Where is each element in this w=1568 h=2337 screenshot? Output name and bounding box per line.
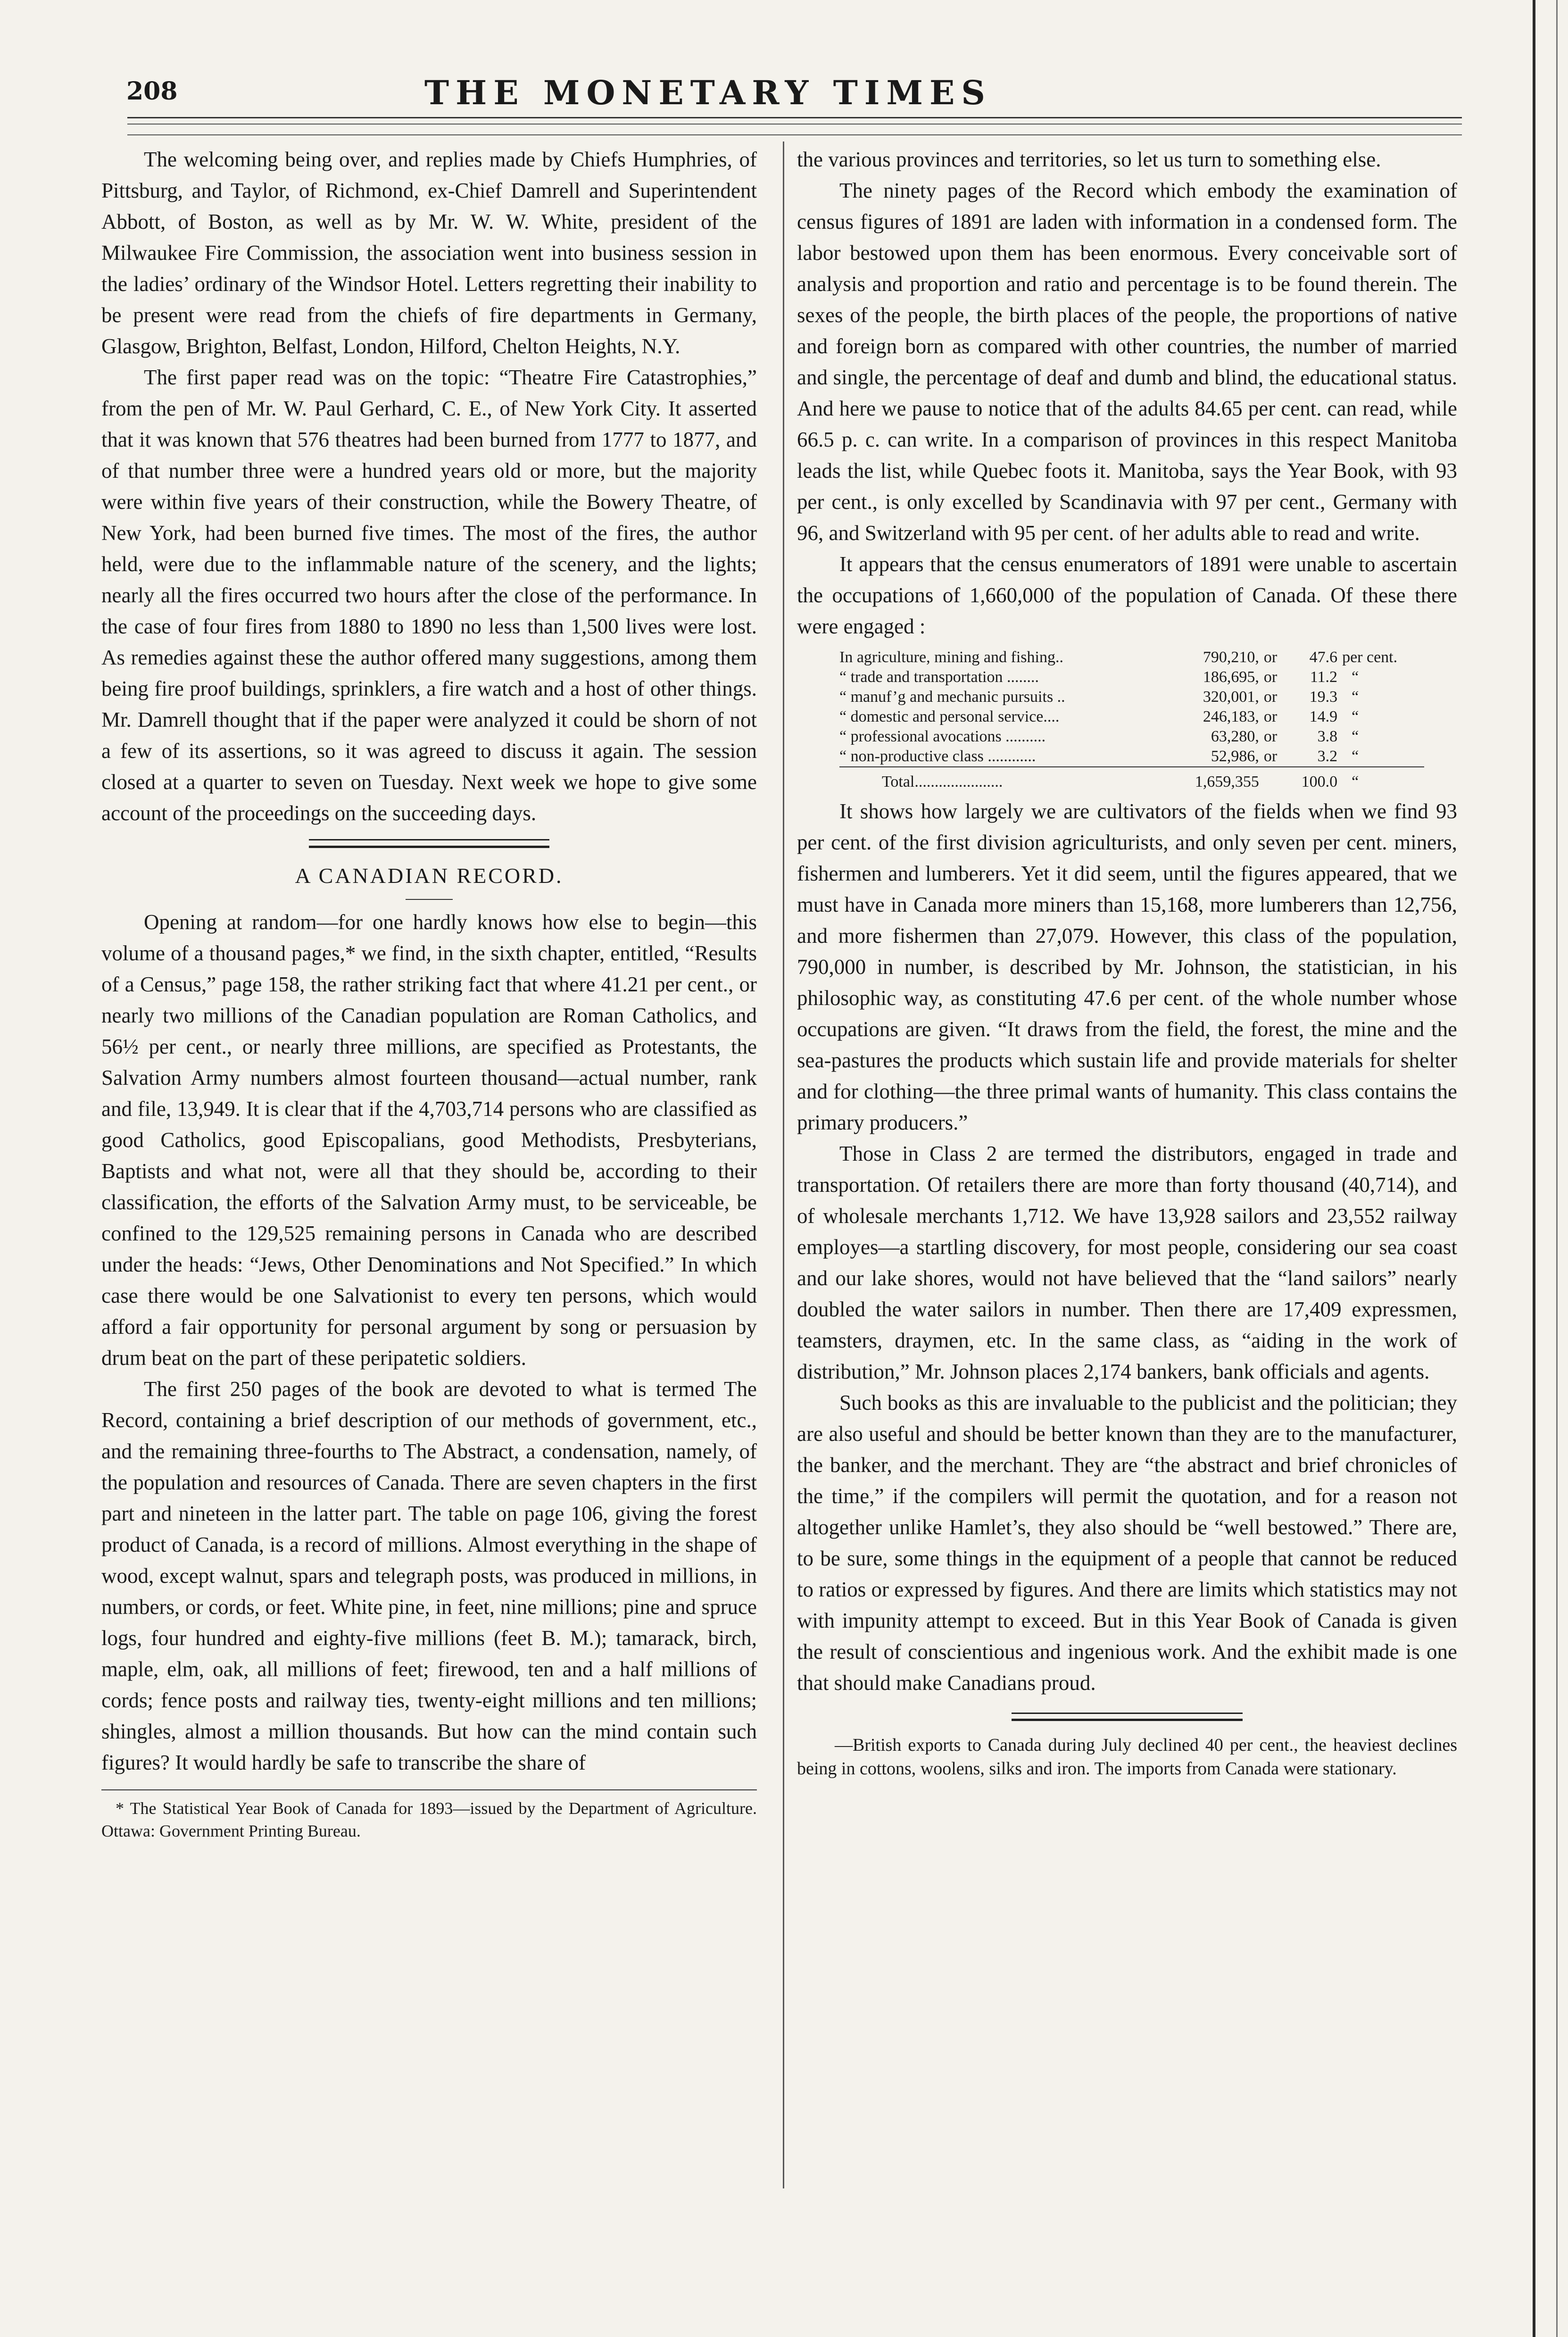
table-cell-percent: 14.9 [1309, 708, 1338, 725]
paragraph: The first paper read was on the topic: “Theatre Fire Catastrophies,” from the pen of Mr. W. Paul Gerhard, C. E., of New York City. It asserted that it was known that 576 theatres had been burned from 1777 to 1877, and of that number three were a hundred years old or more, but the majority were within five years of their construction, while the Bowery Theatre, of New York, had been burned five times. The most of the fires, the author held, were due to the inflammable nature of the scenery, and the lights; nearly all the fires occurred two hours after the close of the performance. In the case of four fires from 1880 to 1890 no less than 1,500 lives were lost. As remedies against these the author offered many suggestions, among them being fire proof buildings, sprinklers, a fire watch and a host of other things. Mr. Damrell thought that if the paper were analyzed it could be shorn of not a few of its assertions, so it was agreed to discuss it again. The session closed at a quarter to seven on Tuesday. Next week we hope to give some account of the proceedings on the succeeding days. [101, 366, 757, 825]
masthead-title: THE MONETARY TIMES [424, 73, 992, 112]
table-cell-label: “ non-productive class ............ [839, 748, 1036, 765]
table-row [839, 648, 1424, 667]
table-cell-number: 320,001, [1203, 688, 1259, 706]
table-cell-label: In agriculture, mining and fishing.. [839, 649, 1063, 666]
table-cell-unit: “ [1352, 728, 1359, 745]
section-rule [309, 839, 549, 848]
table-cell-or: or [1263, 688, 1278, 706]
section-end-rule [1012, 1713, 1243, 1721]
table-row [839, 747, 1424, 767]
table-cell-percent: 19.3 [1309, 688, 1338, 706]
table-cell-label: “ professional avocations .......... [839, 728, 1046, 745]
left-column [101, 144, 757, 1842]
table-cell-number: 790,210, [1203, 649, 1259, 666]
table-cell-percent: 3.2 [1317, 748, 1338, 765]
table-total-number: 1,659,355 [1195, 773, 1259, 790]
footnote-rule [101, 1789, 757, 1790]
table-cell-or: or [1263, 668, 1278, 686]
table-cell-label: “ domestic and personal service.... [839, 708, 1060, 725]
heading-rule [406, 899, 453, 900]
table-cell-percent: 47.6 [1309, 649, 1338, 666]
paragraph: Those in Class 2 are termed the distributors, engaged in trade and transportation. Of retailers there are more than forty thousand (40,714), and of wholesale merchants 1,712. We have 13,928 sailors and 23,552 railway employes—a startling discovery, for most people, considering our sea coast and our lake shores, would not have believed that the “land sailors” nearly doubled the water sailors in number. Then there are 17,409 expressmen, teamsters, draymen, etc. In the same class, as “aiding in the work of distribution,” Mr. Johnson places 2,174 bankers, bank officials and agents. [797, 1142, 1457, 1383]
table-cell-label: “ manuf’g and mechanic pursuits .. [839, 688, 1065, 706]
table-cell-number: 246,183, [1203, 708, 1259, 725]
table-cell-unit: per cent. [1342, 649, 1398, 666]
header-rule-dotted [127, 134, 1462, 135]
table-cell-or: or [1263, 728, 1278, 745]
footnote: * The Statistical Year Book of Canada for 1893—issued by the Department of Agriculture. Ottawa: Government Printing Bureau. [101, 1799, 757, 1840]
table-cell-unit: “ [1352, 748, 1359, 765]
paragraph: The welcoming being over, and replies made by Chiefs Humphries, of Pittsburg, and Taylor, of Richmond, ex-Chief Damrell and Superintendent Abbott, of Boston, as well as by Mr. W. W. White, president of the Milwaukee Fire Commission, the association went into business session in the ladies’ ordinary of the Windsor Hotel. Letters regretting their inability to be present were read from the chiefs of fire departments in Germany, Glasgow, Brighton, Belfast, London, Hilford, Chelton Heights, N.Y. [101, 148, 757, 358]
header-rule-bottom [127, 124, 1462, 125]
table-total-label: Total...................... [882, 773, 1003, 790]
table-cell-number: 186,695, [1203, 668, 1259, 686]
page-number: 208 [126, 77, 178, 106]
table-cell-label: “ trade and transportation ........ [839, 668, 1039, 686]
table-cell-or: or [1263, 649, 1278, 666]
paragraph: Opening at random—for one hardly knows how else to begin—this volume of a thousand pages,* we find, in the sixth chapter, entitled, “Results of a Census,” page 158, the rather striking fact that where 41.21 per cent., or nearly two millions of the Canadian population are Roman Catholics, and 56½ per cent., or nearly three millions, are specified as Protestants, the Salvation Army numbers almost fourteen thousand—actual number, rank and file, 13,949. It is clear that if the 4,703,714 persons who are classified as good Catholics, good Episcopalians, good Methodists, Presbyterians, Baptists and what not, were all that they should be, according to their classification, the efforts of the Salvation Army must, to be serviceable, be confined to the 129,525 remaining persons in Canada who are described under the heads: “Jews, Other Denominations and Not Specified.” In which case there would be one Salvationist to every ten persons, which would afford a fair opportunity for personal argument by song or persuasion by drum beat on the part of these peripatetic soldiers. [101, 910, 757, 1370]
paragraph: Such books as this are invaluable to the publicist and the politician; they are also useful and should be better known than they are to the manufacturer, the banker, and the merchant. They are “the abstract and brief chronicles of the time,” if the compilers will permit the quotation, and for a reason not altogether unlike Hamlet’s, they also should be “well bestowed.” There are, to be sure, some things in the equipment of a people that cannot be reduced to ratios or expressed by figures. And there are limits which statistics may not with impunity attempt to exceed. But in this Year Book of Canada is given the result of conscientious and ingenious work. And the exhibit made is one that should make Canadians proud. [797, 1391, 1457, 1695]
table-row [839, 707, 1424, 727]
column-divider [783, 141, 784, 2188]
table-cell-percent: 11.2 [1310, 668, 1338, 686]
header-rule-top [127, 117, 1462, 118]
paragraph: the various provinces and territories, so let us turn to something else. [797, 148, 1381, 171]
table-cell-unit: “ [1352, 668, 1359, 686]
table-cell-unit: “ [1352, 688, 1359, 706]
article-heading: A CANADIAN RECORD. [295, 864, 564, 888]
table-cell-number: 63,280, [1211, 728, 1259, 745]
occupation-table [839, 648, 1424, 792]
table-row [839, 727, 1424, 747]
paragraph: It shows how largely we are cultivators of the fields when we find 93 per cent. of the first division agriculturists, and only seven per cent. miners, fishermen and lumberers. Yet it did seem, until the figures appeared, that we must have in Canada more miners than 15,168, more lumberers than 12,756, and more fishermen than 27,079. However, this class of the population, 790,000 in number, is described by Mr. Johnson, the statistician, in his philosophic way, as constituting 47.6 per cent. of the whole number whose occupations are given. “It draws from the field, the forest, the mine and the sea-pastures the products which sustain life and provide materials for shelter and for clothing—the three primal wants of humanity. This class contains the primary producers.” [797, 799, 1457, 1134]
page-edge-shadow [1533, 0, 1535, 2337]
table-row [839, 687, 1424, 707]
table-cell-number: 52,986, [1211, 748, 1259, 765]
table-total-row [839, 767, 1424, 792]
right-column [797, 144, 1457, 1780]
table-cell-percent: 3.8 [1317, 728, 1338, 745]
paragraph: The first 250 pages of the book are devoted to what is termed The Record, containing a brief description of our methods of government, etc., and the remaining three-fourths to The Abstract, a condensation, namely, of the population and resources of Canada. There are seven chapters in the first part and nineteen in the latter part. The table on page 106, giving the forest product of Canada, is a record of millions. Almost everything in the shape of wood, except walnut, spars and telegraph posts, was produced in millions, in numbers, or cords, or feet. White pine, in feet, nine millions; pine and spruce logs, four hundred and eighty-five millions (feet B. M.); tamarack, birch, maple, elm, oak, all millions of feet; firewood, ten and a half millions of cords; fence posts and railway ties, twenty-eight millions and ten millions; shingles, almost a million thousands. But how can the mind contain such figures? It would hardly be safe to transcribe the share of [101, 1377, 757, 1774]
table-cell-or: or [1263, 708, 1278, 725]
news-brief: —British exports to Canada during July declined 40 per cent., the heaviest declines being in cottons, woolens, silks and iron. The imports from Canada were stationary. [797, 1735, 1457, 1779]
table-total-unit: “ [1352, 773, 1359, 790]
table-cell-unit: “ [1352, 708, 1359, 725]
page-edge-line [1556, 0, 1558, 2337]
paragraph: The ninety pages of the Record which embody the examination of census figures of 1891 are laden with information in a condensed form. The labor bestowed upon them has been enormous. Every conceivable sort of analysis and proportion and ratio and percentage is to be found therein. The sexes of the people, the birth places of the people, the proportions of native and foreign born as compared with other countries, the number of married and single, the percentage of deaf and dumb and blind, the educational status. And here we pause to notice that of the adults 84.65 per cent. can read, while 66.5 p. c. can write. In a comparison of provinces in this respect Manitoba leads the list, while Quebec foots it. Manitoba, says the Year Book, with 93 per cent., is only excelled by Scandinavia with 97 per cent., Germany with 96, and Switzerland with 95 per cent. of her adults able to read and write. [797, 179, 1457, 545]
table-row [839, 667, 1424, 687]
paragraph: It appears that the census enumerators of 1891 were unable to ascertain the occupations of 1,660,000 of the population of Canada. Of these there were engaged : [797, 552, 1457, 638]
table-total-percent: 100.0 [1301, 773, 1338, 790]
table-cell-or: or [1263, 748, 1278, 765]
